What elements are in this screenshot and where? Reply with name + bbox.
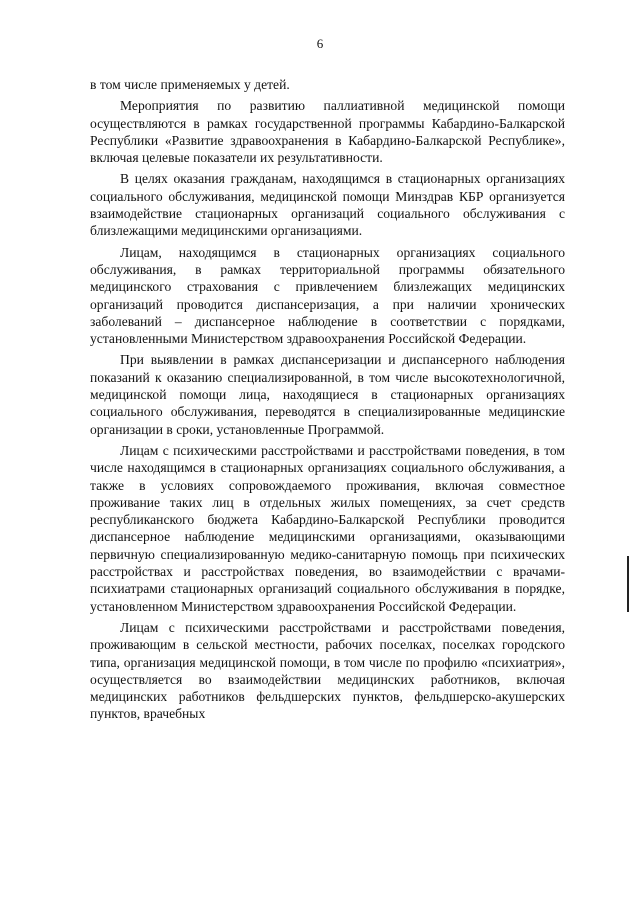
- document-body: [90, 76, 565, 723]
- paragraph-rural-mental-care: Лицам с психическими расстройствами и расстройствами поведения, проживающим в сельской местности, рабочих поселках, поселках городского типа, организация медицинской помощи, в том числе по профилю «психиатрия», осуществляется во взаимодействии медицинских работников, включая медицинских работников фельдшерских пунктов, фельдшерско-акушерских пунктов, врачебных: [90, 619, 565, 722]
- paragraph-palliative-care: Мероприятия по развитию паллиативной медицинской помощи осуществляются в рамках государственной программы Кабардино-Балкарской Республики «Развитие здравоохранения в Кабардино-Балкарской Республике», включая целевые показатели их результативности.: [90, 98, 565, 166]
- paragraph-mental-disorders: Лицам с психическими расстройствами и расстройствами поведения, в том числе находящимся в стационарных организациях социального обслуживания, а также в условиях сопровождаемого проживания, включая совместное проживание таких лиц в отдельных жилых помещениях, за счет средств республиканского бюджета Кабардино-Балкарской Республики проводится диспансерное наблюдение медицинскими организациями, оказывающими первичную специализированную медико-санитарную помощь при психических расстройствах и расстройствах поведения, во взаимодействии с врачами-психиатрами стационарных организаций социального обслуживания в порядке, установленном Министерством здравоохранения Российской Федерации.: [90, 442, 565, 614]
- page-number: 6: [316, 36, 324, 51]
- paragraph-dispensarization: Лицам, находящимся в стационарных организациях социального обслуживания, в рамках территориальной программы обязательного медицинского страхования с привлечением близлежащих медицинских организаций проводится диспансеризация, а при наличии хронических заболеваний – диспансерное наблюдение в соответствии с порядками, установленными Министерством здравоохранения Российской Федерации.: [90, 244, 565, 347]
- scan-margin-mark: [627, 556, 629, 612]
- paragraph-social-service-interaction: В целях оказания гражданам, находящимся в стационарных организациях социального обслуживания, медицинской помощи Минздрав КБР организуется взаимодействие стационарных организаций социального обслуживания с близлежащими медицинскими организациями.: [90, 171, 565, 239]
- paragraph-specialized-care: При выявлении в рамках диспансеризации и диспансерного наблюдения показаний к оказанию специализированной, в том числе высокотехнологичной, медицинской помощи лица, находящиеся в стационарных организациях социального обслуживания, переводятся в специализированные медицинские организации в сроки, установленные Программой.: [90, 352, 565, 437]
- paragraph-continuation: в том числе применяемых у детей.: [90, 77, 290, 92]
